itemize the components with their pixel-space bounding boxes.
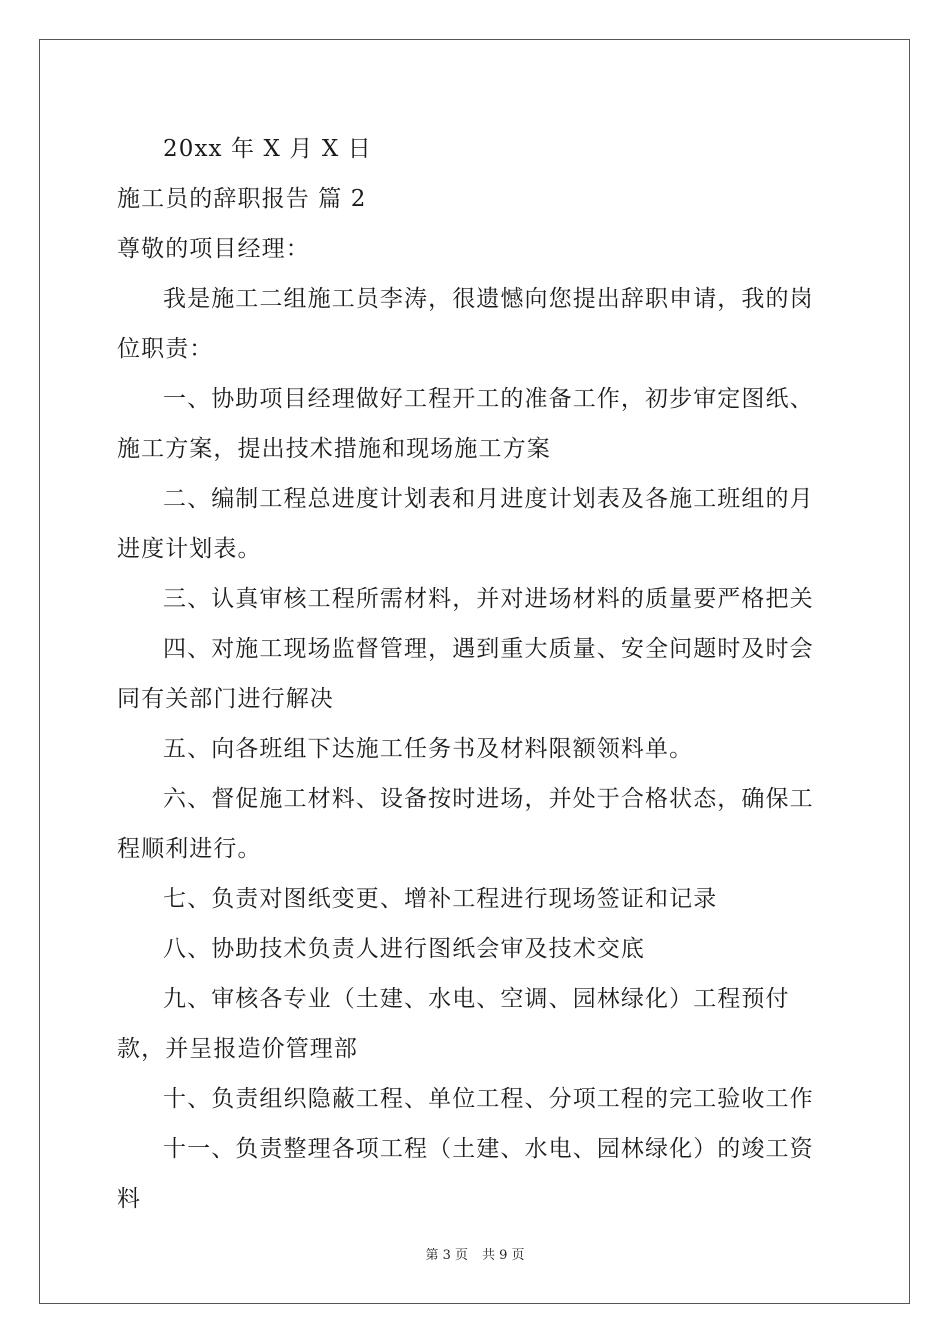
page-number: 第 3 页 bbox=[425, 1248, 468, 1263]
paragraph-item-5: 五、向各班组下达施工任务书及材料限额领料单。 bbox=[163, 736, 694, 762]
page-footer bbox=[0, 1244, 950, 1263]
paragraph-item-4: 四、对施工现场监督管理，遇到重大质量、安全问题时及时会同有关部门进行解决 bbox=[117, 636, 814, 712]
paragraph-item-10: 十、负责组织隐蔽工程、单位工程、分项工程的完工验收工作 bbox=[163, 1086, 814, 1112]
page-total: 共 9 页 bbox=[482, 1248, 525, 1263]
paragraph-item-11: 十一、负责整理各项工程（土建、水电、园林绿化）的竣工资料 bbox=[117, 1136, 814, 1212]
paragraph-intro: 我是施工二组施工员李涛，很遗憾向您提出辞职申请，我的岗位职责： bbox=[117, 286, 814, 362]
section-title: 施工员的辞职报告 篇 2 bbox=[117, 186, 367, 212]
paragraph-item-1: 一、协助项目经理做好工程开工的准备工作，初步审定图纸、施工方案，提出技术措施和现场施工方案 bbox=[117, 386, 814, 462]
paragraph-item-9: 九、审核各专业（土建、水电、空调、园林绿化）工程预付款，并呈报造价管理部 bbox=[117, 986, 790, 1062]
paragraph-item-6: 六、督促施工材料、设备按时进场，并处于合格状态，确保工程顺利进行。 bbox=[117, 786, 814, 862]
salutation: 尊敬的项目经理： bbox=[117, 236, 310, 262]
paragraph-item-8: 八、协助技术负责人进行图纸会审及技术交底 bbox=[163, 936, 645, 962]
paragraph-item-3: 三、认真审核工程所需材料，并对进场材料的质量要严格把关 bbox=[163, 586, 814, 612]
document-body bbox=[117, 124, 837, 1224]
paragraph-item-2: 二、编制工程总进度计划表和月进度计划表及各施工班组的月进度计划表。 bbox=[117, 486, 814, 562]
paragraph-item-7: 七、负责对图纸变更、增补工程进行现场签证和记录 bbox=[163, 886, 718, 912]
date-line: 20xx 年 X 月 X 日 bbox=[163, 136, 372, 162]
